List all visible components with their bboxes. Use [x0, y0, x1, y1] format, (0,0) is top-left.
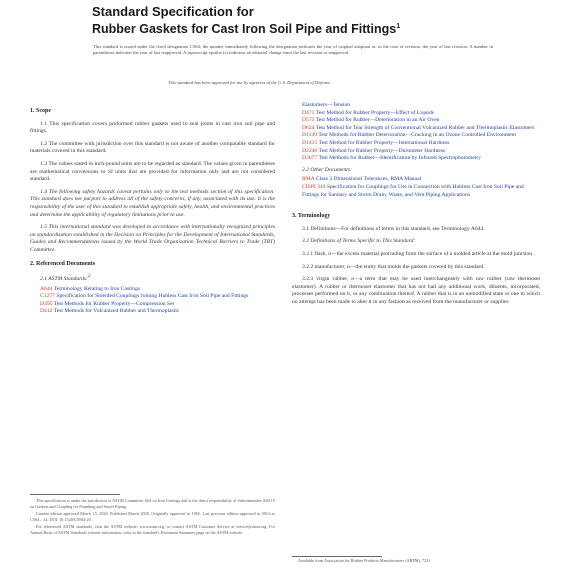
- dod-approval-note: This standard has been approved for use by agencies of the U.S. Department of Defense.: [168, 80, 331, 85]
- ref-code[interactable]: CISPI 310: [302, 183, 326, 190]
- ref-title: Test Methods for Vulcanized Rubber and Thermoplastic: [53, 308, 180, 315]
- title-block: [92, 4, 532, 37]
- left-column: [30, 102, 275, 316]
- ref-d3677[interactable]: [302, 155, 540, 163]
- ref-title: Test Method for Rubber Property—Effect of Liquids: [315, 109, 434, 116]
- ref-title: Class 3 Dimensional Tolerances, RMA Manual: [315, 176, 422, 183]
- ref-code[interactable]: D1415: [302, 139, 318, 146]
- footnote-1a: This specification is under the jurisdiction of ASTM Committee A04 on Iron Castings and is the direct responsibility of Subcommittee A04.19 on Gaskets and Coupling for Plumbing and Sewer Piping.: [30, 498, 275, 509]
- ref-code[interactable]: D395: [40, 300, 53, 307]
- ref-d573[interactable]: [302, 117, 540, 125]
- ref-title: Test Method for Rubber Property—International Hardness: [318, 139, 450, 146]
- referenced-documents-heading: 2. Referenced Documents: [30, 260, 96, 267]
- ref-code[interactable]: D1149: [302, 132, 318, 139]
- designation-notice: This standard is issued under the fixed designation C564; the number immediately following the designation indicates the year of original adoption or, in the case of revision, the year of last revision. A number in parentheses indicates the year of last reapproval. A superscript epsilon (ε) indicates an editorial change since the last revision or reapproval.: [93, 44, 493, 55]
- terminology-3-1: 3.1 Definitions—For definitions of terms in this standard, see Terminology A644.: [302, 225, 485, 232]
- title-line-2: [92, 19, 532, 37]
- ref-code[interactable]: D3677: [302, 155, 318, 162]
- left-footnotes: [30, 498, 275, 538]
- ref-title: Test Method for Rubber Property—Durometer Hardness: [318, 147, 446, 154]
- title-text: Rubber Gaskets for Cast Iron Soil Pipe and Fittings: [92, 22, 397, 37]
- terminology-3-2: 3.2 Definitions of Terms Specific to This Standard:: [302, 238, 416, 245]
- ref-title: Elastomers—Tension: [302, 102, 351, 108]
- scope-1-2: 1.2 The committee with jurisdiction over this standard is not aware of another comparable standard for materials covered in this standard.: [30, 140, 275, 155]
- scope-1-4: 1.4 The following safety hazards caveat pertains only to the test methods section of this specification: This standard does not purport to address all of the safety concerns, if any, associated with its use. It is the responsibility of the user of this standard to establish appropriate safety, health, and environmental practices and determine the applicability of regulatory limitations prior to use.: [30, 188, 275, 218]
- ref-title: Specification for Couplings for Use in Connection with Hubless Cast Iron Soil Pipe and Fittings for Sanitary and Storm Drain, Waste, and Vent Piping Applications: [302, 183, 524, 198]
- ref-title: Test Method for Rubber—Deterioration in an Air Oven: [315, 117, 440, 124]
- ref-code[interactable]: D471: [302, 109, 315, 116]
- ref-title: Terminology Relating to Iron Castings: [53, 285, 141, 292]
- ref-code[interactable]: RMA: [302, 176, 315, 183]
- footnote-2: For referenced ASTM standards, visit the ASTM website, www.astm.org, or contact ASTM Customer Service at service@astm.org. For Annual Book of ASTM Standards volume information, refer to the standard's Document Summary page on the ASTM website.: [30, 524, 275, 535]
- ref-d412-cont: [302, 102, 540, 110]
- ref-d412[interactable]: [40, 308, 275, 316]
- title-footnote-marker: 1: [396, 23, 401, 30]
- ref-title: Test Method for Tear Strength of Conventional Vulcanized Rubber and Thermoplastic Elastomers: [315, 124, 535, 131]
- ref-code[interactable]: D573: [302, 117, 315, 124]
- astm-standards-label: [40, 273, 275, 283]
- ref-code[interactable]: D412: [40, 308, 53, 315]
- ref-code[interactable]: D624: [302, 124, 315, 131]
- astm-label-footnote: 2: [88, 274, 91, 280]
- ref-cispi-310[interactable]: [302, 184, 540, 199]
- ref-d1149[interactable]: [302, 132, 540, 140]
- ref-title: Test Methods for Rubber Property—Compression Set: [53, 300, 175, 307]
- footnote-1b: Current edition approved March 15, 2020. Published March 2020. Originally approved in 1965. Last previous edition approved in 2014 as C564 – 14. DOI: 10.1520/C0564-20.: [30, 511, 275, 522]
- ref-title: Specification for Shielded Couplings Joining Hubless Cast Iron Soil Pipe and Fittings: [56, 293, 249, 300]
- ref-d1415[interactable]: [302, 140, 540, 148]
- ref-title: Test Methods for Rubber—Identification by Infrared Spectrophotometry: [318, 155, 481, 162]
- ref-code[interactable]: D2240: [302, 147, 318, 154]
- ref-c1277[interactable]: [40, 293, 275, 301]
- astm-label-text: 2.1 ASTM Standards:: [40, 275, 89, 282]
- ref-a644[interactable]: [40, 286, 275, 294]
- ref-code[interactable]: C1277: [40, 293, 55, 300]
- ref-title: Test Methods for Rubber Deterioration—Cracking in an Ozone Controlled Environment: [318, 132, 517, 139]
- terminology-3-2-1: 3.2.1 flash, n—the excess material protruding from the surface of a molded article at the mold junction.: [302, 250, 534, 257]
- right-footnotes: [292, 558, 540, 566]
- scope-1-1: 1.1 This specification covers preformed rubber gaskets used to seal joints in cast iron soil pipe and fittings.: [30, 120, 275, 135]
- scope-1-5: 1.5 This international standard was developed in accordance with internationally recognized principles on standardization established in the Decision on Principles for the Development of International Standards, Guides and Recommendations issued by the World Trade Organization Technical Barriers to Trade (TBT) Committee.: [30, 224, 275, 253]
- terminology-3-2-3: 3.2.3 virgin rubber, n—a term that may be used interchangeably with raw rubber (raw thermoset elastomer). A rubber or thermoset elastomer that has not had any additional work, diluents, incorporated, processes performed on it, or any combination thereof. A rubber that is in an unmodified state or one in which no attempt has been made to alter it in any fashion as received from the manufacturer or supplier.: [292, 276, 540, 305]
- other-documents-label: 2.2 Other Documents:: [302, 166, 352, 173]
- terminology-heading: 3. Terminology: [292, 213, 331, 220]
- terminology-3-2-2: 3.2.2 manufacturer, n—the entity that molds the gaskets covered by this standard.: [302, 263, 485, 270]
- scope-1-3: 1.3 The values stated in inch-pound units are to be regarded as standard. The values given in parentheses are mathematical conversions to SI units that are provided for information only and are not considered standard.: [30, 160, 275, 183]
- scope-heading: 1. Scope: [30, 108, 51, 114]
- footnote-3: Available from Association for Rubber Products Manufacturers (ARPM), 7321: [298, 558, 431, 563]
- footnote-divider-left: [30, 494, 120, 495]
- right-column: [292, 102, 540, 311]
- title-line-1: Standard Specification for: [92, 4, 254, 19]
- footnote-divider-right: [292, 556, 382, 557]
- ref-code[interactable]: A644: [40, 285, 53, 292]
- ref-rma[interactable]: [302, 176, 540, 184]
